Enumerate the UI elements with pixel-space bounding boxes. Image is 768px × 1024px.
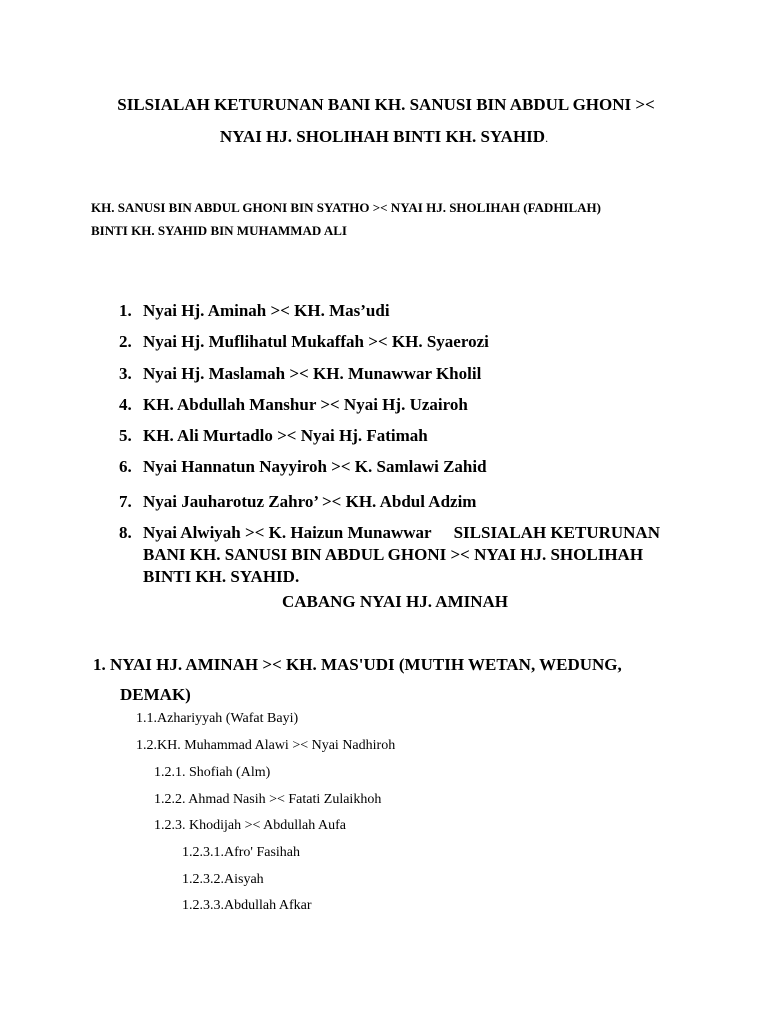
branch-title: CABANG NYAI HJ. AMINAH [281, 592, 509, 611]
document-title-line-1: SILSIALAH KETURUNAN BANI KH. SANUSI BIN ABDUL GHONI >< [117, 95, 655, 114]
descendant-item: 1.2.2. Ahmad Nasih >< Fatati Zulaikhoh [154, 792, 382, 807]
descendant-item: 1.2.KH. Muhammad Alawi >< Nyai Nadhiroh [136, 738, 396, 753]
child-item-2 [119, 331, 489, 353]
child-text: KH. Abdullah Manshur >< Nyai Hj. Uzairoh [143, 395, 468, 414]
child-number: 7. [119, 492, 132, 511]
intro-line-2: BINTI KH. SYAHID BIN MUHAMMAD ALI [91, 223, 347, 238]
child-8-tail-a: SILSIALAH KETURUNAN [453, 523, 660, 542]
child-item-3 [119, 363, 481, 385]
child-item-4 [119, 394, 468, 416]
section-heading-line-1: 1. NYAI HJ. AMINAH >< KH. MAS'UDI (MUTIH WETAN, WEDUNG, [93, 655, 622, 674]
intro-line-1: KH. SANUSI BIN ABDUL GHONI BIN SYATHO >< NYAI HJ. SHOLIHAH (FADHILAH) [91, 200, 601, 215]
descendant-item: 1.2.3. Khodijah >< Abdullah Aufa [154, 818, 346, 833]
section-heading [93, 650, 693, 710]
child-text: Nyai Jauharotuz Zahro’ >< KH. Abdul Adzim [143, 492, 477, 511]
child-text: Nyai Hj. Aminah >< KH. Mas’udi [143, 301, 390, 320]
child-number: 1. [119, 301, 132, 320]
child-item-8 [119, 522, 679, 588]
child-number: 8. [119, 523, 132, 542]
section-heading-line-2: DEMAK) [120, 685, 191, 704]
descendant-item: 1.1.Azhariyyah (Wafat Bayi) [136, 711, 299, 726]
child-number: 3. [119, 364, 132, 383]
descendant-item: 1.2.3.2.Aisyah [182, 872, 264, 887]
descendant-item: 1.2.3.3.Abdullah Afkar [182, 898, 312, 913]
document-title-line-2-text: NYAI HJ. SHOLIHAH BINTI KH. SYAHID [219, 127, 546, 146]
child-number: 6. [119, 457, 132, 476]
child-item-7 [119, 491, 476, 513]
child-text: Nyai Hj. Maslamah >< KH. Munawwar Kholil [143, 364, 482, 383]
descendant-item: 1.2.3.1.Afro' Fasihah [182, 845, 301, 860]
document-title-line-2 [0, 127, 768, 148]
document-title-period: . [545, 131, 549, 145]
child-number: 4. [119, 395, 132, 414]
child-8-tail-b: BANI KH. SANUSI BIN ABDUL GHONI >< NYAI HJ. SHOLIHAH [143, 545, 644, 564]
child-number: 2. [119, 332, 132, 351]
child-number: 5. [119, 426, 132, 445]
child-text: Nyai Alwiyah >< K. Haizun Munawwar [143, 523, 432, 542]
child-text: Nyai Hannatun Nayyiroh >< K. Samlawi Zahid [143, 457, 487, 476]
child-item-5 [119, 425, 428, 447]
descendant-item: 1.2.1. Shofiah (Alm) [154, 765, 271, 780]
child-text: KH. Ali Murtadlo >< Nyai Hj. Fatimah [143, 426, 428, 445]
child-text: Nyai Hj. Muflihatul Mukaffah >< KH. Syaerozi [143, 332, 489, 351]
child-8-tail-c: BINTI KH. SYAHID. [143, 567, 300, 586]
child-item-1 [119, 300, 390, 322]
child-item-6 [119, 456, 487, 478]
